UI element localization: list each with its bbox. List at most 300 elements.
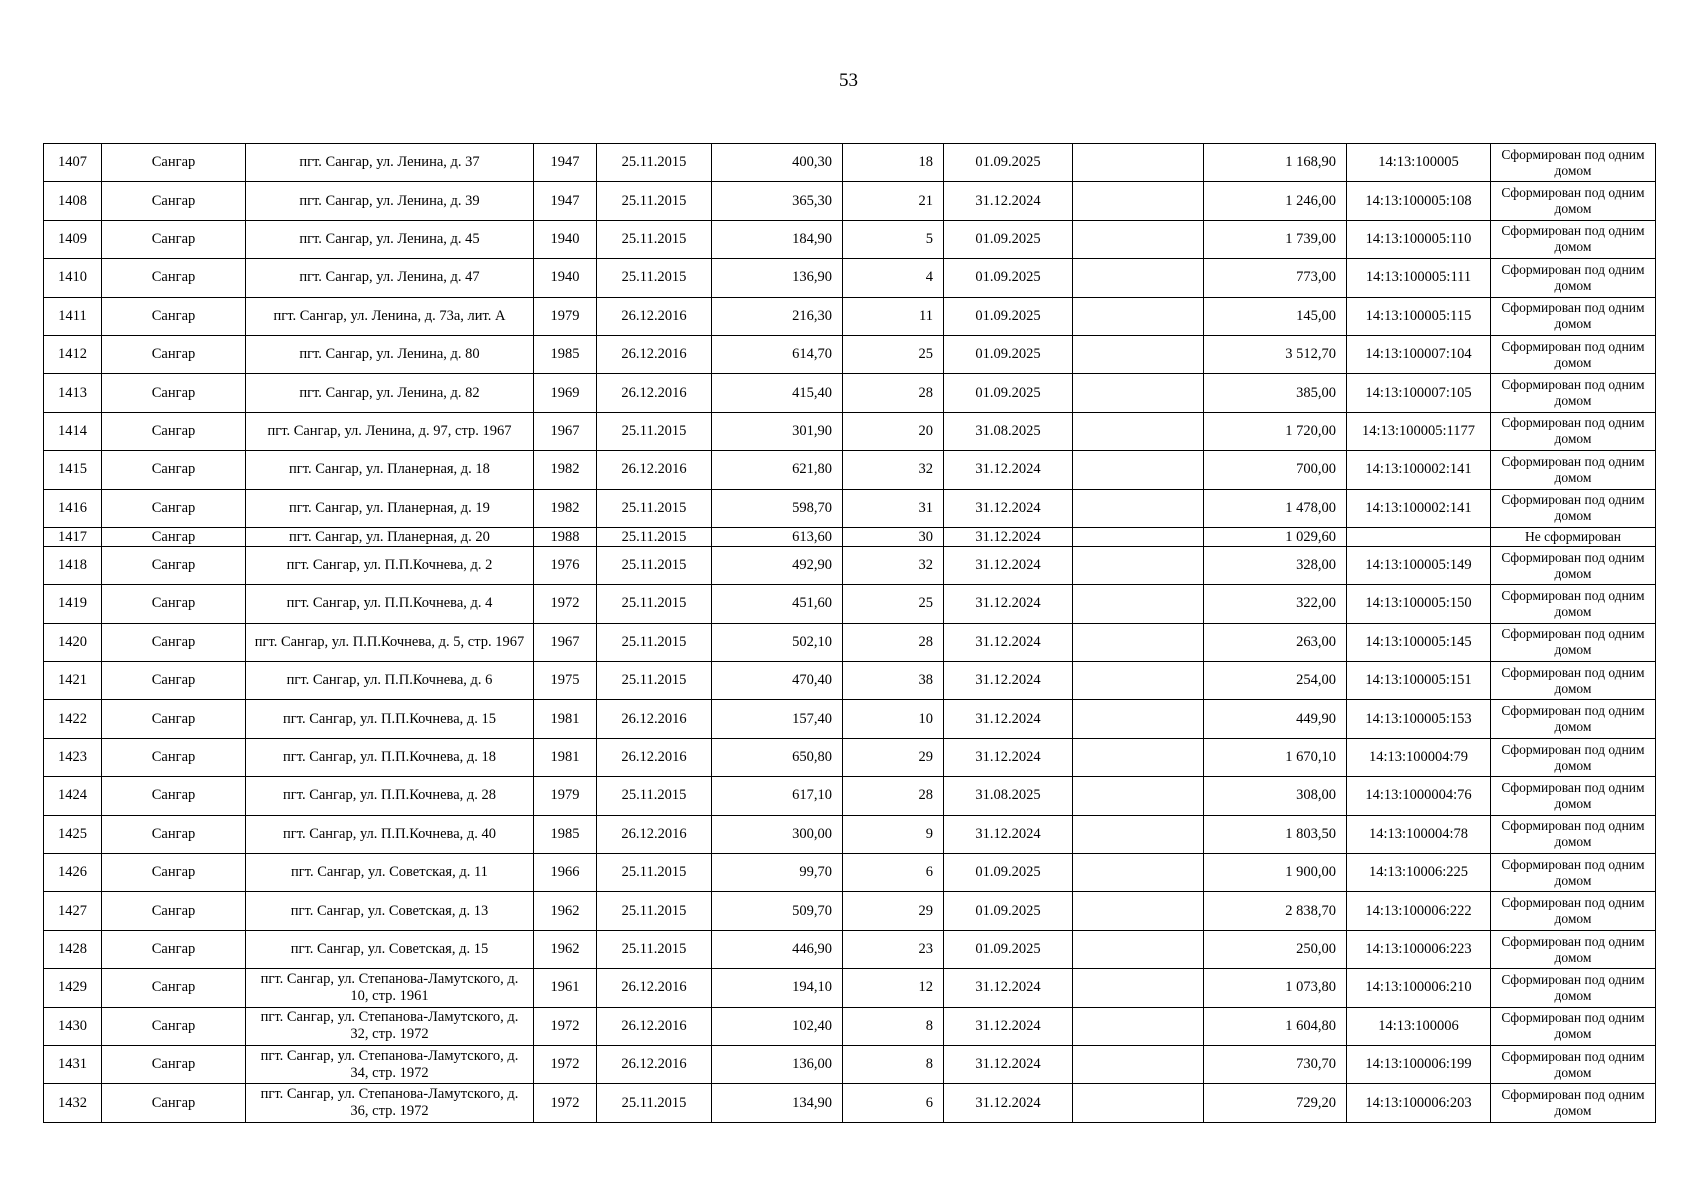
cell-residents: 32 [843, 451, 944, 489]
cell-number: 1432 [44, 1084, 102, 1122]
cell-cadastral: 14:13:100002:141 [1347, 451, 1491, 489]
cell-deadline: 01.09.2025 [944, 144, 1073, 182]
cell-number: 1410 [44, 259, 102, 297]
cell-cadastral [1347, 527, 1491, 546]
cell-residents: 12 [843, 969, 944, 1007]
table-row [44, 144, 1656, 182]
table-row [44, 854, 1656, 892]
cell-date: 26.12.2016 [597, 969, 712, 1007]
cell-residents: 18 [843, 144, 944, 182]
cell-land-area: 1 670,10 [1204, 738, 1347, 776]
cell-area: 184,90 [712, 220, 843, 258]
cell-empty [1073, 854, 1204, 892]
cell-year: 1985 [534, 335, 597, 373]
cell-year: 1972 [534, 1007, 597, 1045]
cell-date: 25.11.2015 [597, 585, 712, 623]
cell-number: 1408 [44, 182, 102, 220]
table-row [44, 892, 1656, 930]
cell-area: 157,40 [712, 700, 843, 738]
cell-land-area: 1 478,00 [1204, 489, 1347, 527]
cell-residents: 6 [843, 854, 944, 892]
cell-status: Сформирован под одним домом [1491, 546, 1656, 584]
cell-year: 1972 [534, 1084, 597, 1122]
cell-date: 26.12.2016 [597, 1045, 712, 1083]
cell-cadastral: 14:13:100006:210 [1347, 969, 1491, 1007]
cell-residents: 29 [843, 892, 944, 930]
cell-cadastral: 14:13:100004:79 [1347, 738, 1491, 776]
cell-area: 300,00 [712, 815, 843, 853]
cell-area: 509,70 [712, 892, 843, 930]
cell-deadline: 31.12.2024 [944, 585, 1073, 623]
cell-number: 1412 [44, 335, 102, 373]
cell-date: 25.11.2015 [597, 546, 712, 584]
cell-address: пгт. Сангар, ул. Советская, д. 15 [246, 930, 534, 968]
cell-land-area: 308,00 [1204, 777, 1347, 815]
cell-year: 1975 [534, 662, 597, 700]
cell-cadastral: 14:13:100007:105 [1347, 374, 1491, 412]
cell-area: 365,30 [712, 182, 843, 220]
table-row [44, 259, 1656, 297]
cell-residents: 20 [843, 412, 944, 450]
cell-date: 26.12.2016 [597, 297, 712, 335]
cell-empty [1073, 144, 1204, 182]
cell-deadline: 31.12.2024 [944, 489, 1073, 527]
cell-settlement: Сангар [102, 969, 246, 1007]
table-row [44, 623, 1656, 661]
cell-deadline: 01.09.2025 [944, 374, 1073, 412]
cell-residents: 31 [843, 489, 944, 527]
cell-settlement: Сангар [102, 738, 246, 776]
cell-number: 1417 [44, 527, 102, 546]
cell-year: 1961 [534, 969, 597, 1007]
cell-land-area: 1 604,80 [1204, 1007, 1347, 1045]
cell-number: 1424 [44, 777, 102, 815]
cell-number: 1427 [44, 892, 102, 930]
cell-date: 26.12.2016 [597, 700, 712, 738]
cell-date: 25.11.2015 [597, 182, 712, 220]
cell-empty [1073, 259, 1204, 297]
cell-residents: 11 [843, 297, 944, 335]
cell-date: 25.11.2015 [597, 662, 712, 700]
cell-land-area: 1 720,00 [1204, 412, 1347, 450]
cell-empty [1073, 1084, 1204, 1122]
table-row [44, 1007, 1656, 1045]
cell-status: Сформирован под одним домом [1491, 930, 1656, 968]
cell-settlement: Сангар [102, 527, 246, 546]
cell-residents: 6 [843, 1084, 944, 1122]
cell-status: Сформирован под одним домом [1491, 374, 1656, 412]
cell-address: пгт. Сангар, ул. Ленина, д. 37 [246, 144, 534, 182]
cell-settlement: Сангар [102, 585, 246, 623]
cell-empty [1073, 1045, 1204, 1083]
cell-number: 1418 [44, 546, 102, 584]
cell-settlement: Сангар [102, 259, 246, 297]
cell-number: 1428 [44, 930, 102, 968]
cell-settlement: Сангар [102, 1045, 246, 1083]
cell-area: 613,60 [712, 527, 843, 546]
cell-land-area: 1 168,90 [1204, 144, 1347, 182]
cell-land-area: 729,20 [1204, 1084, 1347, 1122]
cell-date: 26.12.2016 [597, 451, 712, 489]
cell-cadastral: 14:13:100006:222 [1347, 892, 1491, 930]
cell-number: 1421 [44, 662, 102, 700]
cell-deadline: 31.12.2024 [944, 815, 1073, 853]
table-row [44, 700, 1656, 738]
cell-address: пгт. Сангар, ул. Ленина, д. 45 [246, 220, 534, 258]
table-row [44, 777, 1656, 815]
cell-area: 99,70 [712, 854, 843, 892]
table-row [44, 220, 1656, 258]
table-row [44, 969, 1656, 1007]
cell-address: пгт. Сангар, ул. Ленина, д. 80 [246, 335, 534, 373]
cell-cadastral: 14:13:100005:145 [1347, 623, 1491, 661]
cell-number: 1407 [44, 144, 102, 182]
cell-number: 1430 [44, 1007, 102, 1045]
cell-year: 1985 [534, 815, 597, 853]
cell-land-area: 1 900,00 [1204, 854, 1347, 892]
cell-area: 102,40 [712, 1007, 843, 1045]
table-row [44, 412, 1656, 450]
cell-year: 1940 [534, 259, 597, 297]
cell-area: 216,30 [712, 297, 843, 335]
cell-settlement: Сангар [102, 297, 246, 335]
cell-status: Сформирован под одним домом [1491, 335, 1656, 373]
cell-address: пгт. Сангар, ул. Степанова-Ламутского, д. 10, стр. 1961 [246, 969, 534, 1007]
cell-year: 1940 [534, 220, 597, 258]
cell-date: 25.11.2015 [597, 489, 712, 527]
cell-residents: 4 [843, 259, 944, 297]
cell-settlement: Сангар [102, 489, 246, 527]
cell-settlement: Сангар [102, 777, 246, 815]
cell-address: пгт. Сангар, ул. Ленина, д. 47 [246, 259, 534, 297]
cell-land-area: 145,00 [1204, 297, 1347, 335]
cell-land-area: 700,00 [1204, 451, 1347, 489]
cell-year: 1967 [534, 623, 597, 661]
cell-residents: 38 [843, 662, 944, 700]
cell-land-area: 1 029,60 [1204, 527, 1347, 546]
table-row [44, 335, 1656, 373]
cell-number: 1409 [44, 220, 102, 258]
cell-year: 1976 [534, 546, 597, 584]
cell-address: пгт. Сангар, ул. П.П.Кочнева, д. 18 [246, 738, 534, 776]
cell-year: 1981 [534, 700, 597, 738]
cell-year: 1981 [534, 738, 597, 776]
cell-year: 1982 [534, 489, 597, 527]
cell-area: 136,90 [712, 259, 843, 297]
cell-deadline: 01.09.2025 [944, 259, 1073, 297]
cell-area: 134,90 [712, 1084, 843, 1122]
table-body [44, 144, 1656, 1123]
cell-cadastral: 14:13:100005:111 [1347, 259, 1491, 297]
cell-year: 1966 [534, 854, 597, 892]
cell-status: Сформирован под одним домом [1491, 662, 1656, 700]
cell-address: пгт. Сангар, ул. П.П.Кочнева, д. 15 [246, 700, 534, 738]
cell-empty [1073, 489, 1204, 527]
cell-area: 650,80 [712, 738, 843, 776]
cell-address: пгт. Сангар, ул. Ленина, д. 82 [246, 374, 534, 412]
cell-land-area: 773,00 [1204, 259, 1347, 297]
cell-cadastral: 14:13:100006:199 [1347, 1045, 1491, 1083]
cell-status: Сформирован под одним домом [1491, 854, 1656, 892]
cell-status: Сформирован под одним домом [1491, 259, 1656, 297]
cell-status: Сформирован под одним домом [1491, 297, 1656, 335]
cell-year: 1947 [534, 182, 597, 220]
cell-number: 1414 [44, 412, 102, 450]
table-row [44, 527, 1656, 546]
cell-land-area: 730,70 [1204, 1045, 1347, 1083]
cell-year: 1967 [534, 412, 597, 450]
cell-settlement: Сангар [102, 892, 246, 930]
cell-date: 25.11.2015 [597, 930, 712, 968]
cell-deadline: 01.09.2025 [944, 892, 1073, 930]
cell-area: 621,80 [712, 451, 843, 489]
cell-land-area: 254,00 [1204, 662, 1347, 700]
cell-residents: 32 [843, 546, 944, 584]
cell-deadline: 31.12.2024 [944, 623, 1073, 661]
cell-date: 25.11.2015 [597, 854, 712, 892]
cell-settlement: Сангар [102, 412, 246, 450]
cell-residents: 9 [843, 815, 944, 853]
cell-settlement: Сангар [102, 1084, 246, 1122]
cell-address: пгт. Сангар, ул. Ленина, д. 39 [246, 182, 534, 220]
table-row [44, 374, 1656, 412]
cell-address: пгт. Сангар, ул. Советская, д. 11 [246, 854, 534, 892]
cell-empty [1073, 777, 1204, 815]
cell-cadastral: 14:13:100005:108 [1347, 182, 1491, 220]
cell-status: Сформирован под одним домом [1491, 738, 1656, 776]
cell-cadastral: 14:13:100006:223 [1347, 930, 1491, 968]
cell-address: пгт. Сангар, ул. Планерная, д. 18 [246, 451, 534, 489]
cell-deadline: 01.09.2025 [944, 220, 1073, 258]
cell-empty [1073, 585, 1204, 623]
cell-cadastral: 14:13:100005:1177 [1347, 412, 1491, 450]
cell-date: 25.11.2015 [597, 144, 712, 182]
cell-empty [1073, 700, 1204, 738]
cell-empty [1073, 969, 1204, 1007]
cell-cadastral: 14:13:1000004:76 [1347, 777, 1491, 815]
cell-residents: 30 [843, 527, 944, 546]
cell-land-area: 385,00 [1204, 374, 1347, 412]
cell-empty [1073, 527, 1204, 546]
cell-deadline: 31.12.2024 [944, 1007, 1073, 1045]
cell-address: пгт. Сангар, ул. Степанова-Ламутского, д. 32, стр. 1972 [246, 1007, 534, 1045]
cell-status: Сформирован под одним домом [1491, 489, 1656, 527]
cell-status: Сформирован под одним домом [1491, 700, 1656, 738]
cell-settlement: Сангар [102, 335, 246, 373]
cell-residents: 5 [843, 220, 944, 258]
table-row [44, 182, 1656, 220]
cell-area: 301,90 [712, 412, 843, 450]
cell-status: Сформирован под одним домом [1491, 1084, 1656, 1122]
table-row [44, 1045, 1656, 1083]
cell-settlement: Сангар [102, 662, 246, 700]
cell-settlement: Сангар [102, 144, 246, 182]
cell-address: пгт. Сангар, ул. П.П.Кочнева, д. 4 [246, 585, 534, 623]
cell-land-area: 1 803,50 [1204, 815, 1347, 853]
cell-address: пгт. Сангар, ул. П.П.Кочнева, д. 28 [246, 777, 534, 815]
cell-number: 1416 [44, 489, 102, 527]
cell-status: Сформирован под одним домом [1491, 969, 1656, 1007]
cell-status: Сформирован под одним домом [1491, 777, 1656, 815]
table-row [44, 930, 1656, 968]
cell-area: 502,10 [712, 623, 843, 661]
cell-empty [1073, 182, 1204, 220]
cell-status: Сформирован под одним домом [1491, 623, 1656, 661]
cell-empty [1073, 297, 1204, 335]
cell-deadline: 01.09.2025 [944, 297, 1073, 335]
cell-empty [1073, 451, 1204, 489]
cell-date: 26.12.2016 [597, 374, 712, 412]
cell-land-area: 1 073,80 [1204, 969, 1347, 1007]
cell-settlement: Сангар [102, 182, 246, 220]
cell-date: 26.12.2016 [597, 738, 712, 776]
cell-address: пгт. Сангар, ул. Степанова-Ламутского, д. 36, стр. 1972 [246, 1084, 534, 1122]
table-row [44, 297, 1656, 335]
cell-cadastral: 14:13:100004:78 [1347, 815, 1491, 853]
cell-date: 26.12.2016 [597, 815, 712, 853]
cell-cadastral: 14:13:100005:153 [1347, 700, 1491, 738]
cell-deadline: 31.08.2025 [944, 777, 1073, 815]
cell-date: 25.11.2015 [597, 527, 712, 546]
cell-number: 1425 [44, 815, 102, 853]
cell-empty [1073, 374, 1204, 412]
cell-empty [1073, 815, 1204, 853]
cell-date: 26.12.2016 [597, 335, 712, 373]
cell-settlement: Сангар [102, 546, 246, 584]
cell-date: 25.11.2015 [597, 1084, 712, 1122]
cell-deadline: 01.09.2025 [944, 930, 1073, 968]
cell-cadastral: 14:13:10006:225 [1347, 854, 1491, 892]
cell-deadline: 31.12.2024 [944, 182, 1073, 220]
cell-number: 1423 [44, 738, 102, 776]
cell-area: 136,00 [712, 1045, 843, 1083]
cell-area: 415,40 [712, 374, 843, 412]
cell-number: 1415 [44, 451, 102, 489]
cell-land-area: 449,90 [1204, 700, 1347, 738]
cell-settlement: Сангар [102, 374, 246, 412]
cell-year: 1962 [534, 892, 597, 930]
cell-empty [1073, 892, 1204, 930]
cell-address: пгт. Сангар, ул. Планерная, д. 19 [246, 489, 534, 527]
cell-status: Сформирован под одним домом [1491, 1007, 1656, 1045]
cell-cadastral: 14:13:100006 [1347, 1007, 1491, 1045]
cell-date: 25.11.2015 [597, 220, 712, 258]
cell-area: 470,40 [712, 662, 843, 700]
cell-empty [1073, 662, 1204, 700]
cell-address: пгт. Сангар, ул. П.П.Кочнева, д. 2 [246, 546, 534, 584]
cell-deadline: 31.12.2024 [944, 662, 1073, 700]
cell-number: 1426 [44, 854, 102, 892]
cell-cadastral: 14:13:100005:150 [1347, 585, 1491, 623]
cell-status: Сформирован под одним домом [1491, 892, 1656, 930]
cell-settlement: Сангар [102, 854, 246, 892]
cell-status: Сформирован под одним домом [1491, 412, 1656, 450]
cell-cadastral: 14:13:100005:115 [1347, 297, 1491, 335]
table-row [44, 546, 1656, 584]
cell-cadastral: 14:13:100005:110 [1347, 220, 1491, 258]
cell-number: 1420 [44, 623, 102, 661]
table-row [44, 585, 1656, 623]
cell-area: 614,70 [712, 335, 843, 373]
cell-address: пгт. Сангар, ул. Планерная, д. 20 [246, 527, 534, 546]
cell-date: 26.12.2016 [597, 1007, 712, 1045]
cell-status: Сформирован под одним домом [1491, 451, 1656, 489]
table-row [44, 1084, 1656, 1122]
cell-status: Сформирован под одним домом [1491, 585, 1656, 623]
cell-deadline: 31.12.2024 [944, 700, 1073, 738]
cell-status: Сформирован под одним домом [1491, 1045, 1656, 1083]
cell-residents: 8 [843, 1007, 944, 1045]
cell-year: 1969 [534, 374, 597, 412]
cell-area: 451,60 [712, 585, 843, 623]
cell-cadastral: 14:13:100002:141 [1347, 489, 1491, 527]
cell-cadastral: 14:13:100006:203 [1347, 1084, 1491, 1122]
cell-deadline: 31.12.2024 [944, 969, 1073, 1007]
cell-area: 598,70 [712, 489, 843, 527]
cell-empty [1073, 220, 1204, 258]
cell-land-area: 250,00 [1204, 930, 1347, 968]
cell-cadastral: 14:13:100005:151 [1347, 662, 1491, 700]
table-row [44, 738, 1656, 776]
cell-number: 1419 [44, 585, 102, 623]
cell-address: пгт. Сангар, ул. П.П.Кочнева, д. 5, стр. 1967 [246, 623, 534, 661]
table-row [44, 489, 1656, 527]
cell-year: 1972 [534, 1045, 597, 1083]
cell-settlement: Сангар [102, 451, 246, 489]
cell-deadline: 31.12.2024 [944, 527, 1073, 546]
cell-empty [1073, 738, 1204, 776]
cell-deadline: 31.12.2024 [944, 1045, 1073, 1083]
cell-settlement: Сангар [102, 815, 246, 853]
cell-residents: 23 [843, 930, 944, 968]
cell-area: 492,90 [712, 546, 843, 584]
cell-date: 25.11.2015 [597, 412, 712, 450]
cell-residents: 28 [843, 777, 944, 815]
cell-residents: 28 [843, 374, 944, 412]
cell-cadastral: 14:13:100005:149 [1347, 546, 1491, 584]
cell-year: 1962 [534, 930, 597, 968]
cell-status: Не сформирован [1491, 527, 1656, 546]
cell-number: 1431 [44, 1045, 102, 1083]
cell-status: Сформирован под одним домом [1491, 815, 1656, 853]
cell-area: 400,30 [712, 144, 843, 182]
cell-residents: 29 [843, 738, 944, 776]
cell-address: пгт. Сангар, ул. Советская, д. 13 [246, 892, 534, 930]
table-row [44, 451, 1656, 489]
cell-empty [1073, 335, 1204, 373]
cell-cadastral: 14:13:100007:104 [1347, 335, 1491, 373]
cell-address: пгт. Сангар, ул. Степанова-Ламутского, д. 34, стр. 1972 [246, 1045, 534, 1083]
cell-year: 1982 [534, 451, 597, 489]
cell-area: 194,10 [712, 969, 843, 1007]
cell-land-area: 1 739,00 [1204, 220, 1347, 258]
cell-address: пгт. Сангар, ул. П.П.Кочнева, д. 6 [246, 662, 534, 700]
cell-residents: 25 [843, 585, 944, 623]
cell-land-area: 322,00 [1204, 585, 1347, 623]
cell-year: 1979 [534, 777, 597, 815]
cell-land-area: 1 246,00 [1204, 182, 1347, 220]
cell-area: 617,10 [712, 777, 843, 815]
cell-address: пгт. Сангар, ул. Ленина, д. 73а, лит. А [246, 297, 534, 335]
cell-deadline: 31.12.2024 [944, 738, 1073, 776]
cell-deadline: 01.09.2025 [944, 854, 1073, 892]
cell-area: 446,90 [712, 930, 843, 968]
cell-empty [1073, 1007, 1204, 1045]
housing-table [43, 143, 1656, 1123]
cell-status: Сформирован под одним домом [1491, 182, 1656, 220]
cell-land-area: 3 512,70 [1204, 335, 1347, 373]
cell-cadastral: 14:13:100005 [1347, 144, 1491, 182]
